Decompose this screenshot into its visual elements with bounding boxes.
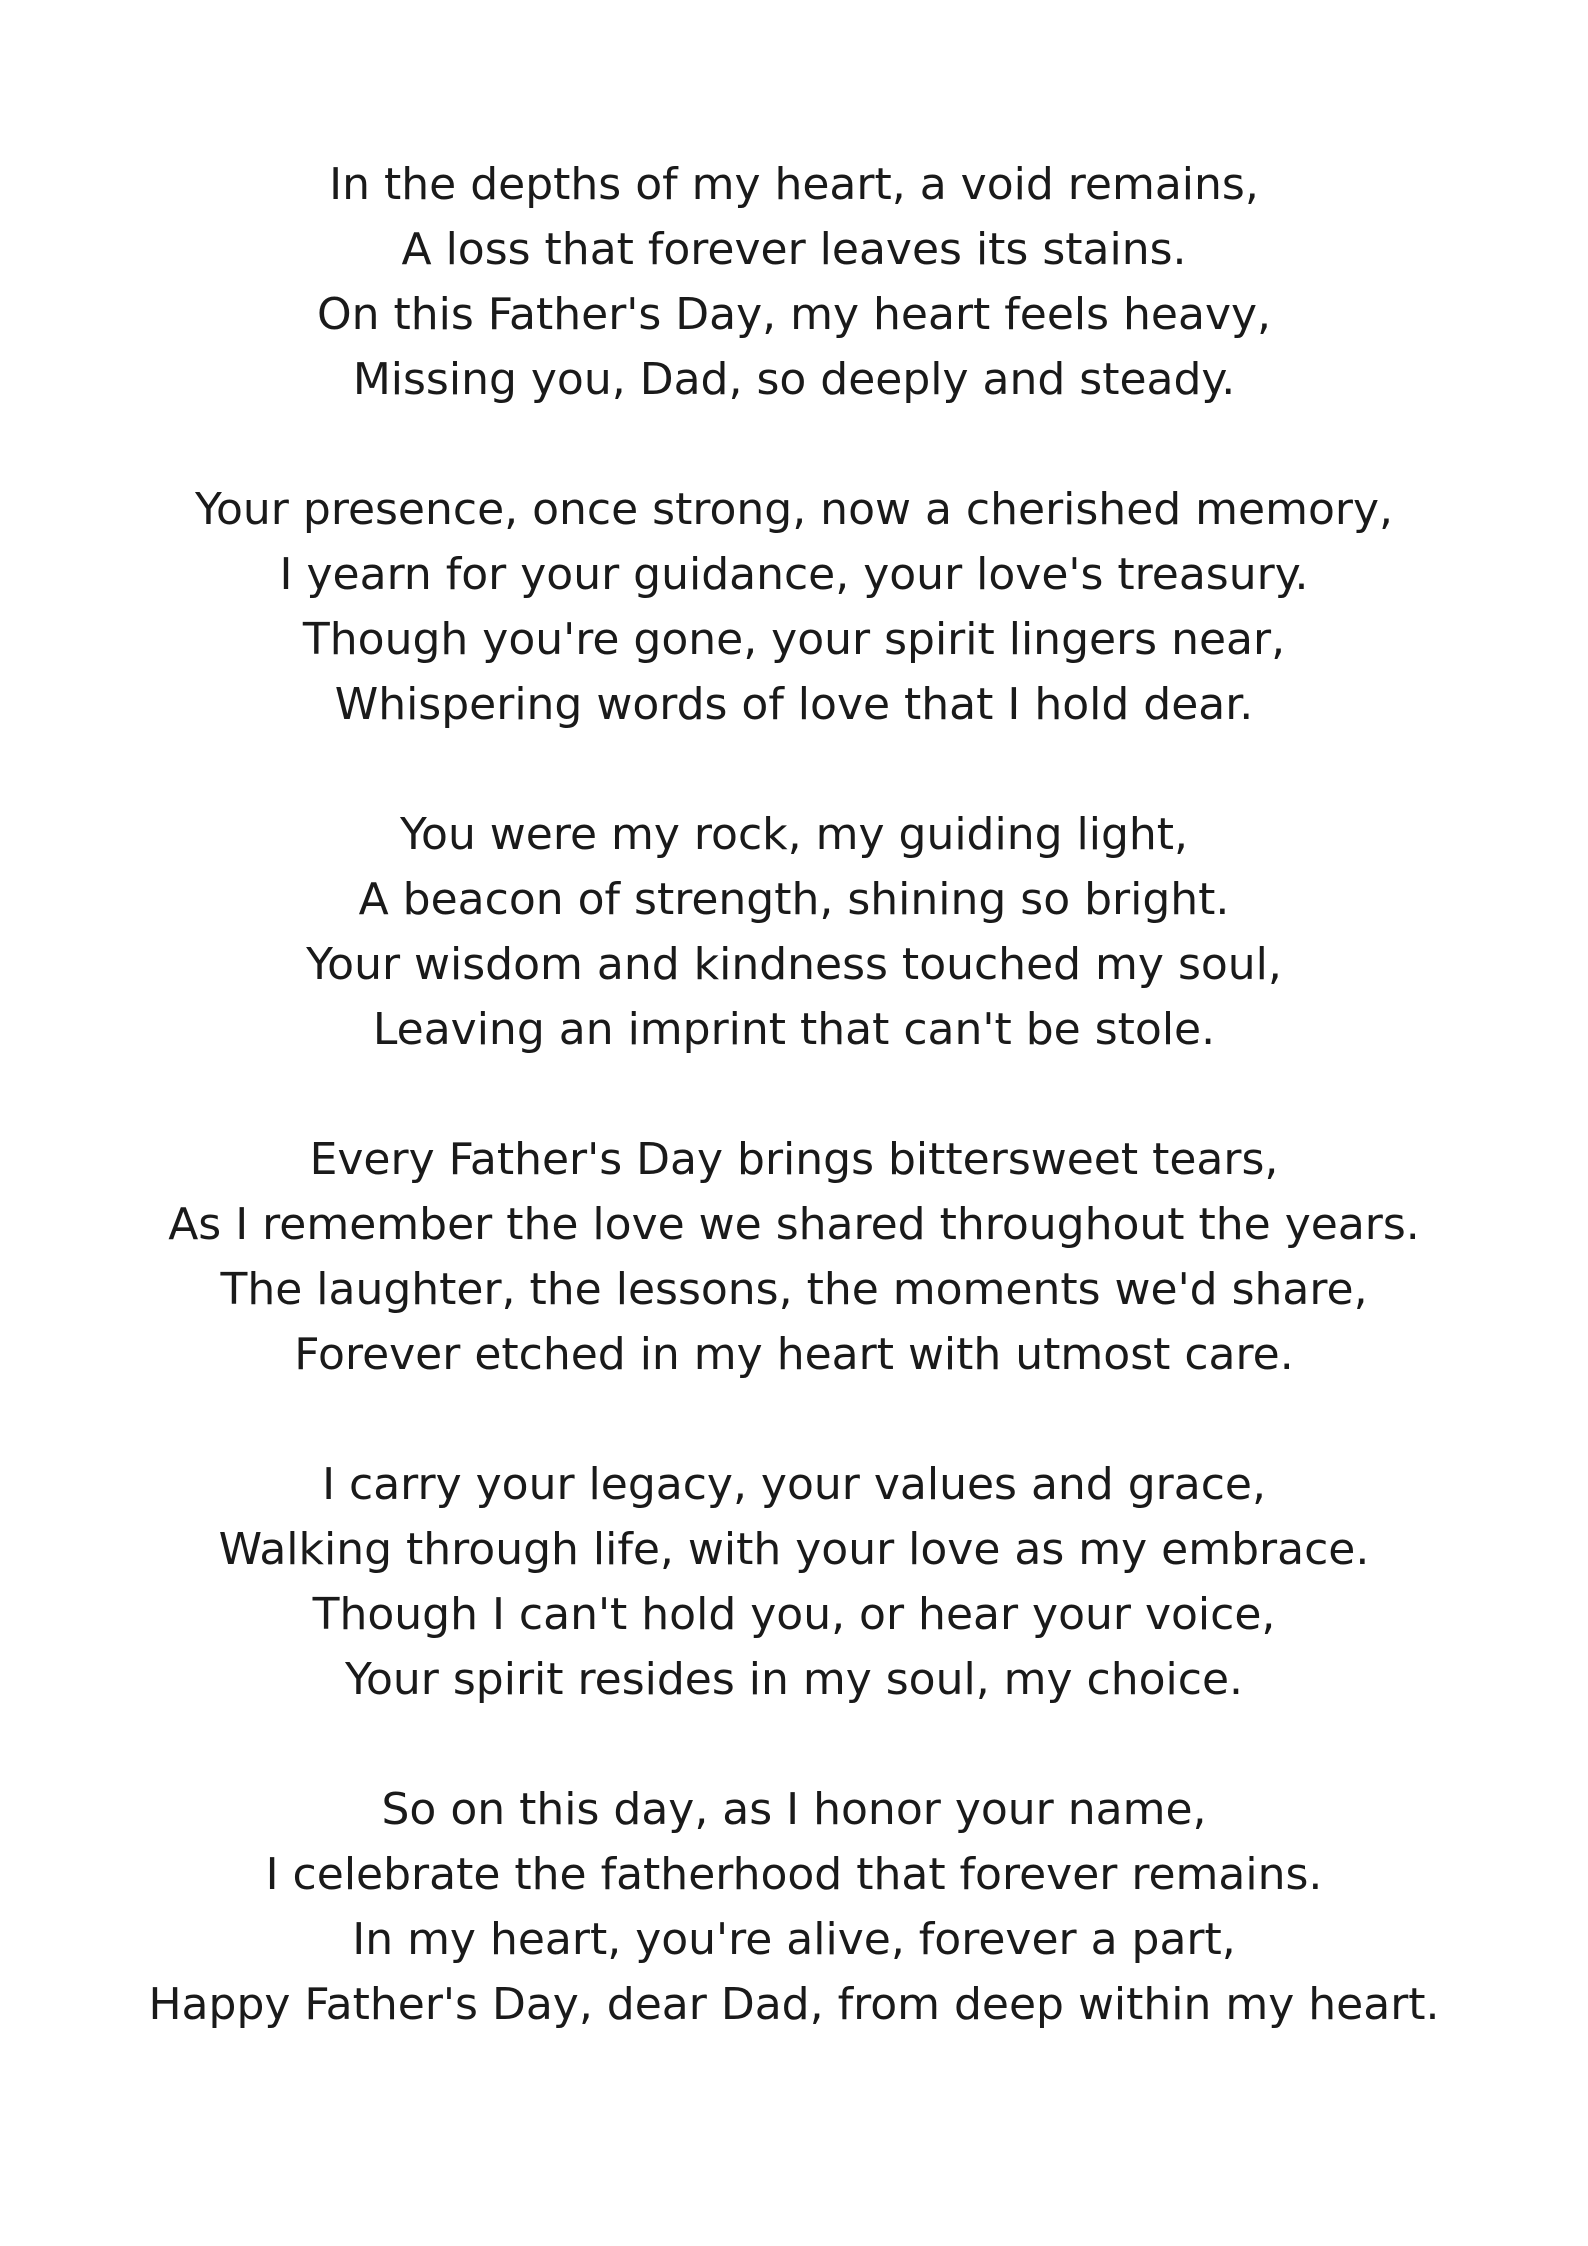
poem-line: Whispering words of love that I hold dear. [334,679,1254,730]
stanza-2 [0,477,1588,737]
poem [0,152,1588,2102]
poem-line: Forever etched in my heart with utmost care. [294,1329,1294,1380]
poem-line: As I remember the love we shared throughout the years. [168,1199,1420,1250]
poem-line: In the depths of my heart, a void remains, [329,159,1259,210]
poem-line: Though I can't hold you, or hear your voice, [312,1589,1276,1640]
stanza-1 [0,152,1588,412]
poem-line: A loss that forever leaves its stains. [401,224,1187,275]
poem-line: Though you're gone, your spirit lingers near, [302,614,1286,665]
poem-line: Walking through life, with your love as my embrace. [218,1524,1370,1575]
poem-line: In my heart, you're alive, forever a part, [352,1914,1236,1965]
stanza-6 [0,1777,1588,2037]
poem-line: The laughter, the lessons, the moments we'd share, [220,1264,1368,1315]
poem-line: A beacon of strength, shining so bright. [358,874,1230,925]
poem-line: Your wisdom and kindness touched my soul, [306,939,1282,990]
stanza-3 [0,802,1588,1062]
poem-line: Leaving an imprint that can't be stole. [372,1004,1216,1055]
poem-line: Missing you, Dad, so deeply and steady. [352,354,1236,405]
poem-line: Every Father's Day brings bittersweet tears, [309,1134,1279,1185]
poem-line: Happy Father's Day, dear Dad, from deep within my heart. [148,1979,1440,2030]
stanza-5 [0,1452,1588,1712]
poem-line: So on this day, as I honor your name, [381,1784,1207,1835]
poem-line: You were my rock, my guiding light, [399,809,1189,860]
poem-line: Your spirit resides in my soul, my choice. [344,1654,1244,1705]
poem-line: I carry your legacy, your values and grace, [322,1459,1266,1510]
poem-line: On this Father's Day, my heart feels heavy, [316,289,1272,340]
poem-line: I yearn for your guidance, your love's treasury. [279,549,1309,600]
poem-line: Your presence, once strong, now a cherished memory, [194,484,1394,535]
stanza-4 [0,1127,1588,1387]
poem-line: I celebrate the fatherhood that forever remains. [265,1849,1323,1900]
